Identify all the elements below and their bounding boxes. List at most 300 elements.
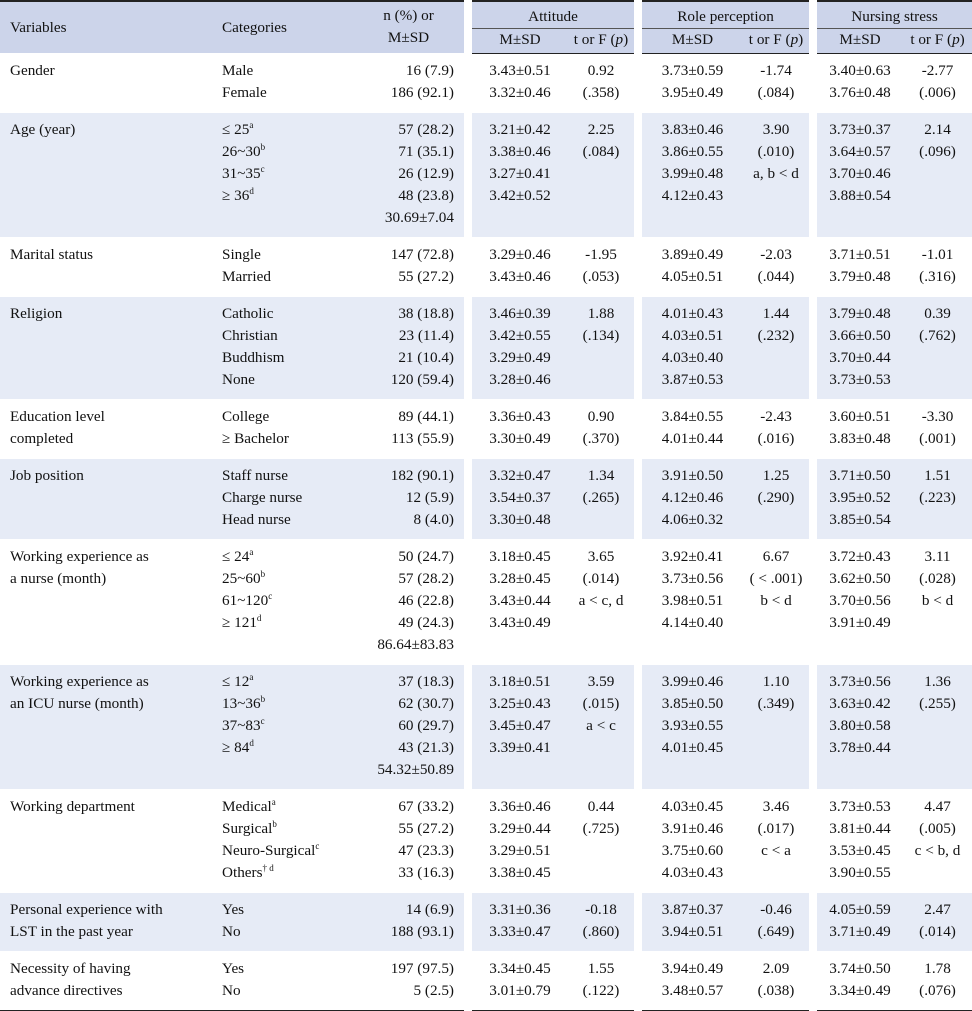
nursing-stress-stat-value: -3.30: [921, 408, 954, 425]
nursing-stress-stat-value: c < b, d: [914, 842, 961, 859]
category-label: [222, 82, 353, 104]
role-perception-stat-value: 3.90: [762, 121, 790, 138]
attitude-stat-cell: [568, 540, 638, 665]
n-percent-cell: [353, 952, 468, 1011]
variable-cell: [0, 238, 220, 297]
nursing-stress-stat-cell: [903, 459, 972, 540]
category-text: Charge nurse: [222, 489, 303, 506]
nursing-stress-stat-cell: [903, 54, 972, 113]
role-perception-stat-cell: [743, 113, 813, 238]
nursing-stress-stat-cell: [903, 665, 972, 790]
category-cell: [220, 790, 353, 893]
header-nursing-stress: [813, 1, 972, 29]
role-perception-stat-value: (.084): [757, 84, 795, 101]
n-percent-cell: [353, 238, 468, 297]
category-label: [222, 163, 353, 185]
category-text: Medical: [222, 798, 272, 815]
category-text: ≤ 25: [222, 121, 250, 138]
nursing-stress-stat-value: 1.51: [924, 467, 951, 484]
header-n-line2: M±SD: [387, 28, 430, 46]
variable-label: LST in the past year: [10, 923, 133, 940]
attitude-msd-value: 3.43±0.49: [489, 614, 551, 631]
role-perception-stat-value: (.349): [757, 695, 795, 712]
role-perception-msd-value: 4.14±0.40: [661, 614, 724, 631]
category-text: 25~60: [222, 570, 261, 587]
nursing-stress-msd-value: 3.40±0.63: [829, 62, 891, 79]
role-perception-stat-value: 2.09: [762, 960, 790, 977]
table-row: [0, 540, 972, 665]
nursing-stress-msd-value: 3.80±0.58: [829, 717, 891, 734]
attitude-stat-cell: [568, 238, 638, 297]
category-label: [222, 715, 353, 737]
attitude-msd-value: 3.30±0.49: [489, 430, 551, 447]
n-percent-value: 55 (27.2): [398, 820, 454, 837]
attitude-stat-value: (.265): [582, 489, 620, 506]
variable-cell: [0, 540, 220, 665]
category-label: [222, 303, 353, 325]
role-perception-msd-value: 3.95±0.49: [661, 84, 724, 101]
attitude-stat-value: (.122): [582, 982, 620, 999]
n-percent-value: 23 (11.4): [398, 327, 454, 344]
nursing-stress-msd-cell: [813, 893, 903, 952]
n-percent-value: 47 (23.3): [398, 842, 454, 859]
attitude-stat-value: 1.88: [587, 305, 615, 322]
category-text: No: [222, 923, 241, 940]
attitude-msd-value: 3.31±0.36: [489, 901, 551, 918]
nursing-stress-msd-cell: [813, 113, 903, 238]
attitude-msd-cell: [468, 297, 568, 400]
role-perception-stat-cell: [743, 297, 813, 400]
role-perception-msd-value: 4.12±0.43: [661, 187, 724, 204]
nursing-stress-stat-cell: [903, 790, 972, 893]
variable-label: Necessity of having: [10, 960, 131, 977]
n-percent-value: 33 (16.3): [398, 864, 454, 881]
category-text: Surgical: [222, 820, 273, 837]
attitude-stat-cell: [568, 952, 638, 1011]
attitude-msd-value: 3.38±0.45: [489, 864, 551, 881]
variable-label: an ICU nurse (month): [10, 695, 144, 712]
category-text: 13~36: [222, 695, 261, 712]
role-perception-msd-value: 3.48±0.57: [661, 982, 724, 999]
header-t-or-f: t or F (p): [743, 29, 813, 54]
category-text: 37~83: [222, 717, 261, 734]
role-perception-msd-value: 4.03±0.40: [661, 349, 724, 366]
nursing-stress-msd-cell: [813, 54, 903, 113]
role-perception-stat-cell: [743, 238, 813, 297]
role-perception-stat-value: b < d: [760, 592, 792, 609]
category-label: [222, 568, 353, 590]
attitude-stat-value: 0.92: [587, 62, 615, 79]
role-perception-msd-value: 3.87±0.37: [661, 901, 724, 918]
attitude-msd-value: 3.43±0.44: [489, 592, 551, 609]
variable-label: Personal experience with: [10, 901, 163, 918]
attitude-msd-value: 3.34±0.45: [489, 960, 551, 977]
role-perception-stat-value: -2.43: [760, 408, 792, 425]
variable-label: completed: [10, 430, 74, 447]
table-row: [0, 238, 972, 297]
category-label: [222, 546, 353, 568]
category-text: 31~35: [222, 165, 261, 182]
category-text: College: [222, 408, 270, 425]
category-superscript: a: [249, 547, 254, 557]
variable-label: advance directives: [10, 982, 123, 999]
category-text: Christian: [222, 327, 278, 344]
attitude-stat-value: (.860): [582, 923, 620, 940]
attitude-stat-value: (.358): [582, 84, 620, 101]
category-text: ≥ Bachelor: [222, 430, 289, 447]
attitude-stat-cell: [568, 297, 638, 400]
attitude-msd-value: 3.39±0.41: [489, 739, 551, 756]
nursing-stress-stat-value: (.006): [919, 84, 956, 101]
nursing-stress-msd-value: 3.73±0.53: [829, 371, 891, 388]
nursing-stress-msd-value: 3.74±0.50: [829, 960, 891, 977]
category-text: Buddhism: [222, 349, 285, 366]
role-perception-msd-value: 3.92±0.41: [661, 548, 724, 565]
category-text: ≥ 84: [222, 739, 250, 756]
category-superscript: b: [272, 819, 277, 829]
nursing-stress-stat-cell: [903, 113, 972, 238]
attitude-msd-cell: [468, 54, 568, 113]
table-row: [0, 400, 972, 459]
role-perception-stat-value: -0.46: [760, 901, 792, 918]
category-cell: [220, 952, 353, 1011]
role-perception-msd-value: 4.03±0.43: [661, 864, 724, 881]
category-label: [222, 862, 353, 884]
category-label: [222, 465, 353, 487]
category-text: Others: [222, 864, 263, 881]
attitude-stat-value: 1.34: [587, 467, 615, 484]
nursing-stress-stat-value: (.316): [919, 268, 956, 285]
variable-cell: [0, 952, 220, 1011]
attitude-stat-value: (.015): [582, 695, 620, 712]
category-label: [222, 509, 353, 531]
category-label: [222, 796, 353, 818]
attitude-msd-cell: [468, 459, 568, 540]
header-attitude-label: Attitude: [472, 6, 634, 29]
category-label: [222, 369, 353, 391]
category-cell: [220, 113, 353, 238]
category-label: [222, 487, 353, 509]
category-text: No: [222, 982, 241, 999]
n-percent-cell: [353, 540, 468, 665]
attitude-msd-cell: [468, 952, 568, 1011]
attitude-stat-cell: [568, 893, 638, 952]
n-percent-cell: [353, 665, 468, 790]
category-cell: [220, 400, 353, 459]
table-body: [0, 54, 972, 1011]
variable-cell: [0, 665, 220, 790]
nursing-stress-msd-value: 3.64±0.57: [829, 143, 891, 160]
nursing-stress-msd-value: 3.70±0.56: [829, 592, 891, 609]
category-text: ≥ 36: [222, 187, 250, 204]
header-nursing-stress-label: Nursing stress: [817, 6, 972, 29]
role-perception-msd-value: 3.94±0.51: [661, 923, 724, 940]
category-cell: [220, 459, 353, 540]
n-percent-value: 60 (29.7): [398, 717, 454, 734]
variable-label: Working department: [10, 798, 135, 815]
attitude-stat-value: 1.55: [587, 960, 615, 977]
attitude-msd-value: 3.01±0.79: [489, 982, 551, 999]
n-percent-cell: [353, 459, 468, 540]
role-perception-stat-value: 1.44: [762, 305, 790, 322]
attitude-msd-value: 3.46±0.39: [489, 305, 551, 322]
n-percent-value: 8 (4.0): [413, 511, 454, 528]
variable-label: Religion: [10, 305, 63, 322]
category-text: 26~30: [222, 143, 261, 160]
category-superscript: d: [249, 186, 254, 196]
category-superscript: b: [260, 142, 266, 152]
nursing-stress-msd-value: 3.85±0.54: [829, 511, 891, 528]
category-label: [222, 406, 353, 428]
role-perception-msd-value: 3.93±0.55: [661, 717, 724, 734]
nursing-stress-msd-value: 3.71±0.49: [829, 923, 891, 940]
n-percent-value: 57 (28.2): [398, 570, 454, 587]
n-percent-value: 12 (5.9): [405, 489, 454, 506]
category-label: [222, 590, 353, 612]
role-perception-stat-value: -2.03: [760, 246, 792, 263]
attitude-stat-cell: [568, 790, 638, 893]
category-label: [222, 899, 353, 921]
attitude-stat-value: 0.44: [587, 798, 615, 815]
nursing-stress-msd-value: 3.60±0.51: [829, 408, 891, 425]
attitude-stat-value: a < c: [586, 717, 616, 734]
attitude-msd-value: 3.43±0.51: [489, 62, 551, 79]
category-text: Neuro-Surgical: [222, 842, 316, 859]
category-label: [222, 737, 353, 759]
nursing-stress-stat-value: (.223): [919, 489, 956, 506]
nursing-stress-stat-value: (.096): [919, 143, 956, 160]
category-text: 61~120: [222, 592, 269, 609]
variable-cell: [0, 893, 220, 952]
attitude-msd-value: 3.43±0.46: [489, 268, 551, 285]
category-text: Head nurse: [222, 511, 291, 528]
n-percent-value: 186 (92.1): [390, 84, 454, 101]
role-perception-stat-value: 3.46: [762, 798, 790, 815]
role-perception-msd-value: 3.91±0.46: [661, 820, 724, 837]
attitude-stat-value: (.053): [582, 268, 620, 285]
role-perception-msd-value: 3.83±0.46: [661, 121, 724, 138]
category-text: Male: [222, 62, 254, 79]
role-perception-stat-value: -1.74: [760, 62, 792, 79]
attitude-stat-value: (.084): [582, 143, 620, 160]
nursing-stress-msd-value: 3.73±0.53: [829, 798, 891, 815]
category-superscript: b: [260, 569, 266, 579]
role-perception-msd-cell: [638, 54, 743, 113]
category-label: [222, 185, 353, 207]
attitude-msd-value: 3.18±0.51: [489, 673, 551, 690]
role-perception-stat-value: 6.67: [762, 548, 790, 565]
role-perception-stat-cell: [743, 54, 813, 113]
attitude-msd-value: 3.36±0.46: [489, 798, 551, 815]
category-cell: [220, 665, 353, 790]
nursing-stress-msd-value: 3.73±0.56: [829, 673, 891, 690]
n-percent-value: 188 (93.1): [390, 923, 454, 940]
n-percent-value: 21 (10.4): [398, 349, 454, 366]
variable-cell: [0, 54, 220, 113]
table-row: [0, 54, 972, 113]
role-perception-stat-value: (.044): [757, 268, 795, 285]
attitude-msd-value: 3.29±0.46: [489, 246, 551, 263]
nursing-stress-stat-value: 1.36: [924, 673, 951, 690]
n-percent-value: 48 (23.8): [398, 187, 454, 204]
nursing-stress-msd-cell: [813, 238, 903, 297]
attitude-msd-value: 3.36±0.43: [489, 408, 551, 425]
role-perception-msd-cell: [638, 238, 743, 297]
variable-label: Gender: [10, 62, 55, 79]
n-percent-cell: [353, 54, 468, 113]
n-percent-value: 89 (44.1): [398, 408, 454, 425]
n-percent-value: 55 (27.2): [398, 268, 454, 285]
n-percent-value: 50 (24.7): [398, 548, 454, 565]
nursing-stress-msd-cell: [813, 459, 903, 540]
category-text: ≥ 121: [222, 614, 257, 631]
role-perception-msd-cell: [638, 790, 743, 893]
nursing-stress-stat-cell: [903, 400, 972, 459]
attitude-stat-value: 3.59: [587, 673, 615, 690]
nursing-stress-msd-cell: [813, 297, 903, 400]
category-cell: [220, 238, 353, 297]
role-perception-msd-value: 3.73±0.56: [661, 570, 724, 587]
variable-label: Education level: [10, 408, 105, 425]
attitude-msd-value: 3.32±0.46: [489, 84, 551, 101]
role-perception-stat-value: (.010): [757, 143, 795, 160]
variable-cell: [0, 790, 220, 893]
nursing-stress-msd-value: 3.62±0.50: [829, 570, 891, 587]
n-percent-value: 147 (72.8): [390, 246, 454, 263]
role-perception-msd-value: 3.98±0.51: [661, 592, 724, 609]
nursing-stress-stat-value: (.014): [919, 923, 956, 940]
attitude-msd-cell: [468, 238, 568, 297]
nursing-stress-msd-value: 3.79±0.48: [829, 268, 891, 285]
attitude-msd-value: 3.29±0.51: [489, 842, 551, 859]
header-msd: M±SD: [813, 29, 903, 54]
attitude-msd-value: 3.21±0.42: [489, 121, 551, 138]
nursing-stress-stat-value: (.076): [919, 982, 956, 999]
attitude-msd-value: 3.42±0.55: [489, 327, 551, 344]
attitude-msd-value: 3.33±0.47: [489, 923, 551, 940]
role-perception-stat-value: a, b < d: [753, 165, 799, 182]
category-label: [222, 921, 353, 943]
n-percent-value: 30.69±7.04: [384, 209, 454, 226]
table-row: [0, 459, 972, 540]
role-perception-msd-cell: [638, 952, 743, 1011]
role-perception-msd-value: 3.99±0.48: [661, 165, 724, 182]
role-perception-msd-value: 4.01±0.45: [661, 739, 724, 756]
attitude-msd-cell: [468, 893, 568, 952]
role-perception-stat-cell: [743, 459, 813, 540]
header-t-or-f: t or F (p): [903, 29, 972, 54]
category-superscript: c: [260, 716, 265, 726]
nursing-stress-msd-cell: [813, 400, 903, 459]
category-label: [222, 980, 353, 1002]
attitude-msd-value: 3.29±0.44: [489, 820, 551, 837]
nursing-stress-stat-value: 0.39: [924, 305, 951, 322]
nursing-stress-stat-value: 3.11: [924, 548, 951, 565]
attitude-msd-cell: [468, 665, 568, 790]
attitude-stat-value: 2.25: [587, 121, 615, 138]
category-cell: [220, 540, 353, 665]
table-row: [0, 665, 972, 790]
attitude-msd-cell: [468, 113, 568, 238]
category-label: [222, 840, 353, 862]
n-percent-value: 57 (28.2): [398, 121, 454, 138]
role-perception-stat-cell: [743, 790, 813, 893]
role-perception-msd-value: 3.73±0.59: [661, 62, 724, 79]
category-label: [222, 818, 353, 840]
nursing-stress-stat-value: 2.47: [924, 901, 951, 918]
nursing-stress-msd-cell: [813, 952, 903, 1011]
attitude-stat-cell: [568, 400, 638, 459]
category-label: [222, 428, 353, 450]
nursing-stress-msd-value: 3.72±0.43: [829, 548, 891, 565]
variable-label: a nurse (month): [10, 570, 107, 587]
attitude-stat-value: (.134): [582, 327, 620, 344]
category-label: [222, 266, 353, 288]
role-perception-msd-value: 3.89±0.49: [661, 246, 724, 263]
category-superscript: c: [260, 164, 265, 174]
category-superscript: c: [268, 591, 273, 601]
category-text: Staff nurse: [222, 467, 288, 484]
attitude-stat-value: 0.90: [587, 408, 615, 425]
role-perception-stat-value: 1.10: [762, 673, 790, 690]
role-perception-stat-value: (.232): [757, 327, 795, 344]
nursing-stress-stat-cell: [903, 952, 972, 1011]
role-perception-msd-value: 4.03±0.45: [661, 798, 724, 815]
header-msd: M±SD: [468, 29, 568, 54]
category-label: [222, 141, 353, 163]
nursing-stress-msd-value: 3.73±0.37: [829, 121, 891, 138]
nursing-stress-msd-value: 3.90±0.55: [829, 864, 891, 881]
attitude-msd-cell: [468, 400, 568, 459]
header-attitude: [468, 1, 638, 29]
role-perception-msd-value: 4.01±0.43: [661, 305, 724, 322]
category-superscript: a: [249, 672, 254, 682]
n-percent-value: 26 (12.9): [398, 165, 454, 182]
nursing-stress-msd-value: 3.88±0.54: [829, 187, 891, 204]
category-superscript: b: [260, 694, 266, 704]
n-percent-value: 182 (90.1): [390, 467, 454, 484]
attitude-msd-value: 3.28±0.46: [489, 371, 551, 388]
nursing-stress-stat-value: (.762): [919, 327, 956, 344]
nursing-stress-msd-value: 3.81±0.44: [829, 820, 891, 837]
role-perception-msd-cell: [638, 459, 743, 540]
role-perception-stat-value: (.016): [757, 430, 795, 447]
category-label: [222, 671, 353, 693]
attitude-msd-value: 3.18±0.45: [489, 548, 551, 565]
category-superscript: d: [249, 738, 254, 748]
attitude-stat-value: (.370): [582, 430, 620, 447]
role-perception-msd-value: 3.86±0.55: [661, 143, 724, 160]
category-text: Single: [222, 246, 261, 263]
category-label: [222, 60, 353, 82]
category-label: [222, 325, 353, 347]
role-perception-msd-cell: [638, 113, 743, 238]
nursing-stress-msd-value: 3.53±0.45: [829, 842, 891, 859]
category-label: [222, 119, 353, 141]
role-perception-stat-cell: [743, 893, 813, 952]
role-perception-msd-cell: [638, 400, 743, 459]
nursing-stress-msd-value: 3.91±0.49: [829, 614, 891, 631]
attitude-msd-value: 3.54±0.37: [489, 489, 551, 506]
n-percent-value: 62 (30.7): [398, 695, 454, 712]
variable-label: Working experience as: [10, 673, 149, 690]
attitude-stat-cell: [568, 54, 638, 113]
attitude-stat-value: a < c, d: [578, 592, 624, 609]
role-perception-msd-cell: [638, 297, 743, 400]
nursing-stress-msd-value: 3.70±0.44: [829, 349, 891, 366]
attitude-stat-value: (.014): [582, 570, 620, 587]
attitude-msd-value: 3.28±0.45: [489, 570, 551, 587]
